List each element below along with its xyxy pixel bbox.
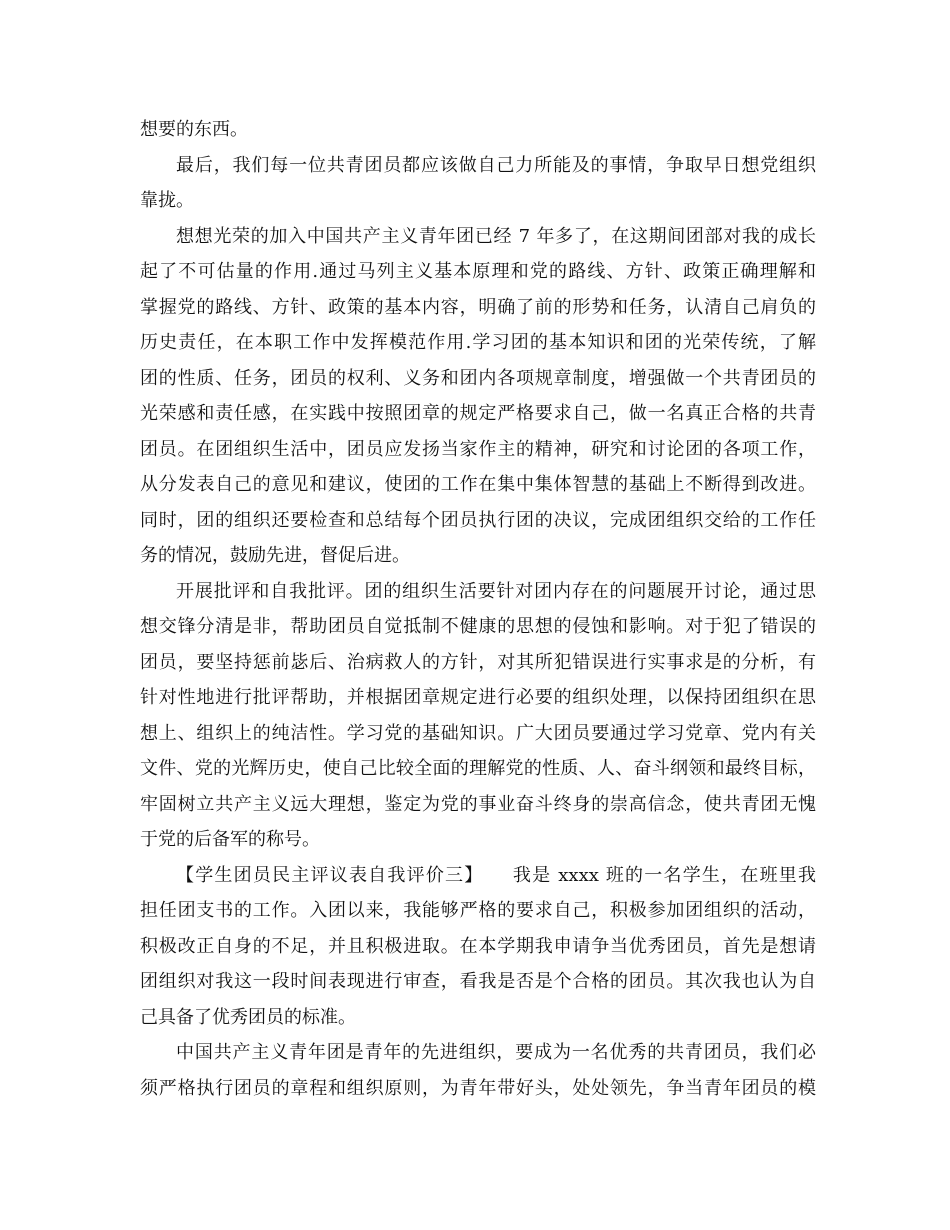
text-line: 团员，要坚持惩前毖后、治病救人的方针，对其所犯错误进行实事求是的分析，有 [140,651,816,673]
text-line: 最后，我们每一位共青团员都应该做自己力所能及的事情，争取早日想党组织 [176,154,816,176]
text-line: 光荣感和责任感，在实践中按照团章的规定严格要求自己，做一名真正合格的共青 [140,403,816,424]
text-line: 务的情况，鼓励先进，督促后进。 [140,545,410,566]
text-line: 同时，团的组织还要检查和总结每个团员执行团的决议，完成团组织交给的工作任 [140,509,816,531]
text-line: 于党的后备军的称号。 [140,829,320,850]
text-line: 掌握党的路线、方针、政策的基本内容，明确了前的形势和任务，认清自己肩负的 [140,296,816,318]
text-line: 文件、党的光辉历史，使自己比较全面的理解党的性质、人、奋斗纲领和最终目标， [140,758,816,779]
text-line: 想要的东西。 [140,119,248,140]
text-line: 己具备了优秀团员的标准。 [140,1006,356,1028]
text-line: 从分发表自己的意见和建议，使团的工作在集中集体智慧的基础上不断得到改进。 [140,474,816,495]
text-line: 想上、组织上的纯洁性。学习党的基础知识。广大团员要通过学习党章、党内有关 [140,722,816,744]
section-heading-line: 【学生团员民主评议表自我评价三】 我是 xxxx 班的一名学生，在班里我 [176,864,816,886]
text-line: 牢固树立共产主义远大理想，鉴定为党的事业奋斗终身的崇高信念，使共青团无愧 [140,793,816,815]
body-text [140,112,816,1106]
text-line: 中国共产主义青年团是青年的先进组织，要成为一名优秀的共青团员，我们必 [176,1042,816,1063]
text-line: 担任团支书的工作。入团以来，我能够严格的要求自己，积极参加团组织的活动， [140,900,816,921]
text-line: 团的性质、任务，团员的权利、义务和团内各项规章制度，增强做一个共青团员的 [140,367,816,389]
text-line: 须严格执行团员的章程和组织原则，为青年带好头，处处领先，争当青年团员的模 [140,1077,816,1099]
text-line: 团员。在团组织生活中，团员应发扬当家作主的精神，研究和讨论团的各项工作， [140,438,816,460]
text-line: 针对性地进行批评帮助，并根据团章规定进行必要的组织处理，以保持团组织在思 [140,687,816,708]
text-line: 想想光荣的加入中国共产主义青年团已经 7 年多了，在这期间团部对我的成长 [176,225,816,247]
text-line: 开展批评和自我批评。团的组织生活要针对团内存在的问题展开讨论，通过思 [176,580,816,602]
text-line: 团组织对我这一段时间表现进行审查，看我是否是个合格的团员。其次我也认为自 [140,971,816,992]
text-line: 靠拢。 [140,190,194,211]
text-line: 积极改正自身的不足，并且积极进取。在本学期我申请争当优秀团员，首先是想请 [140,935,816,957]
text-line: 起了不可估量的作用.通过马列主义基本原理和党的路线、方针、政策正确理解和 [140,261,816,282]
text-line: 历史责任，在本职工作中发挥模范作用.学习团的基本知识和团的光荣传统，了解 [140,332,816,353]
text-line: 想交锋分清是非，帮助团员自觉抵制不健康的思想的侵蚀和影响。对于犯了错误的 [140,616,816,637]
